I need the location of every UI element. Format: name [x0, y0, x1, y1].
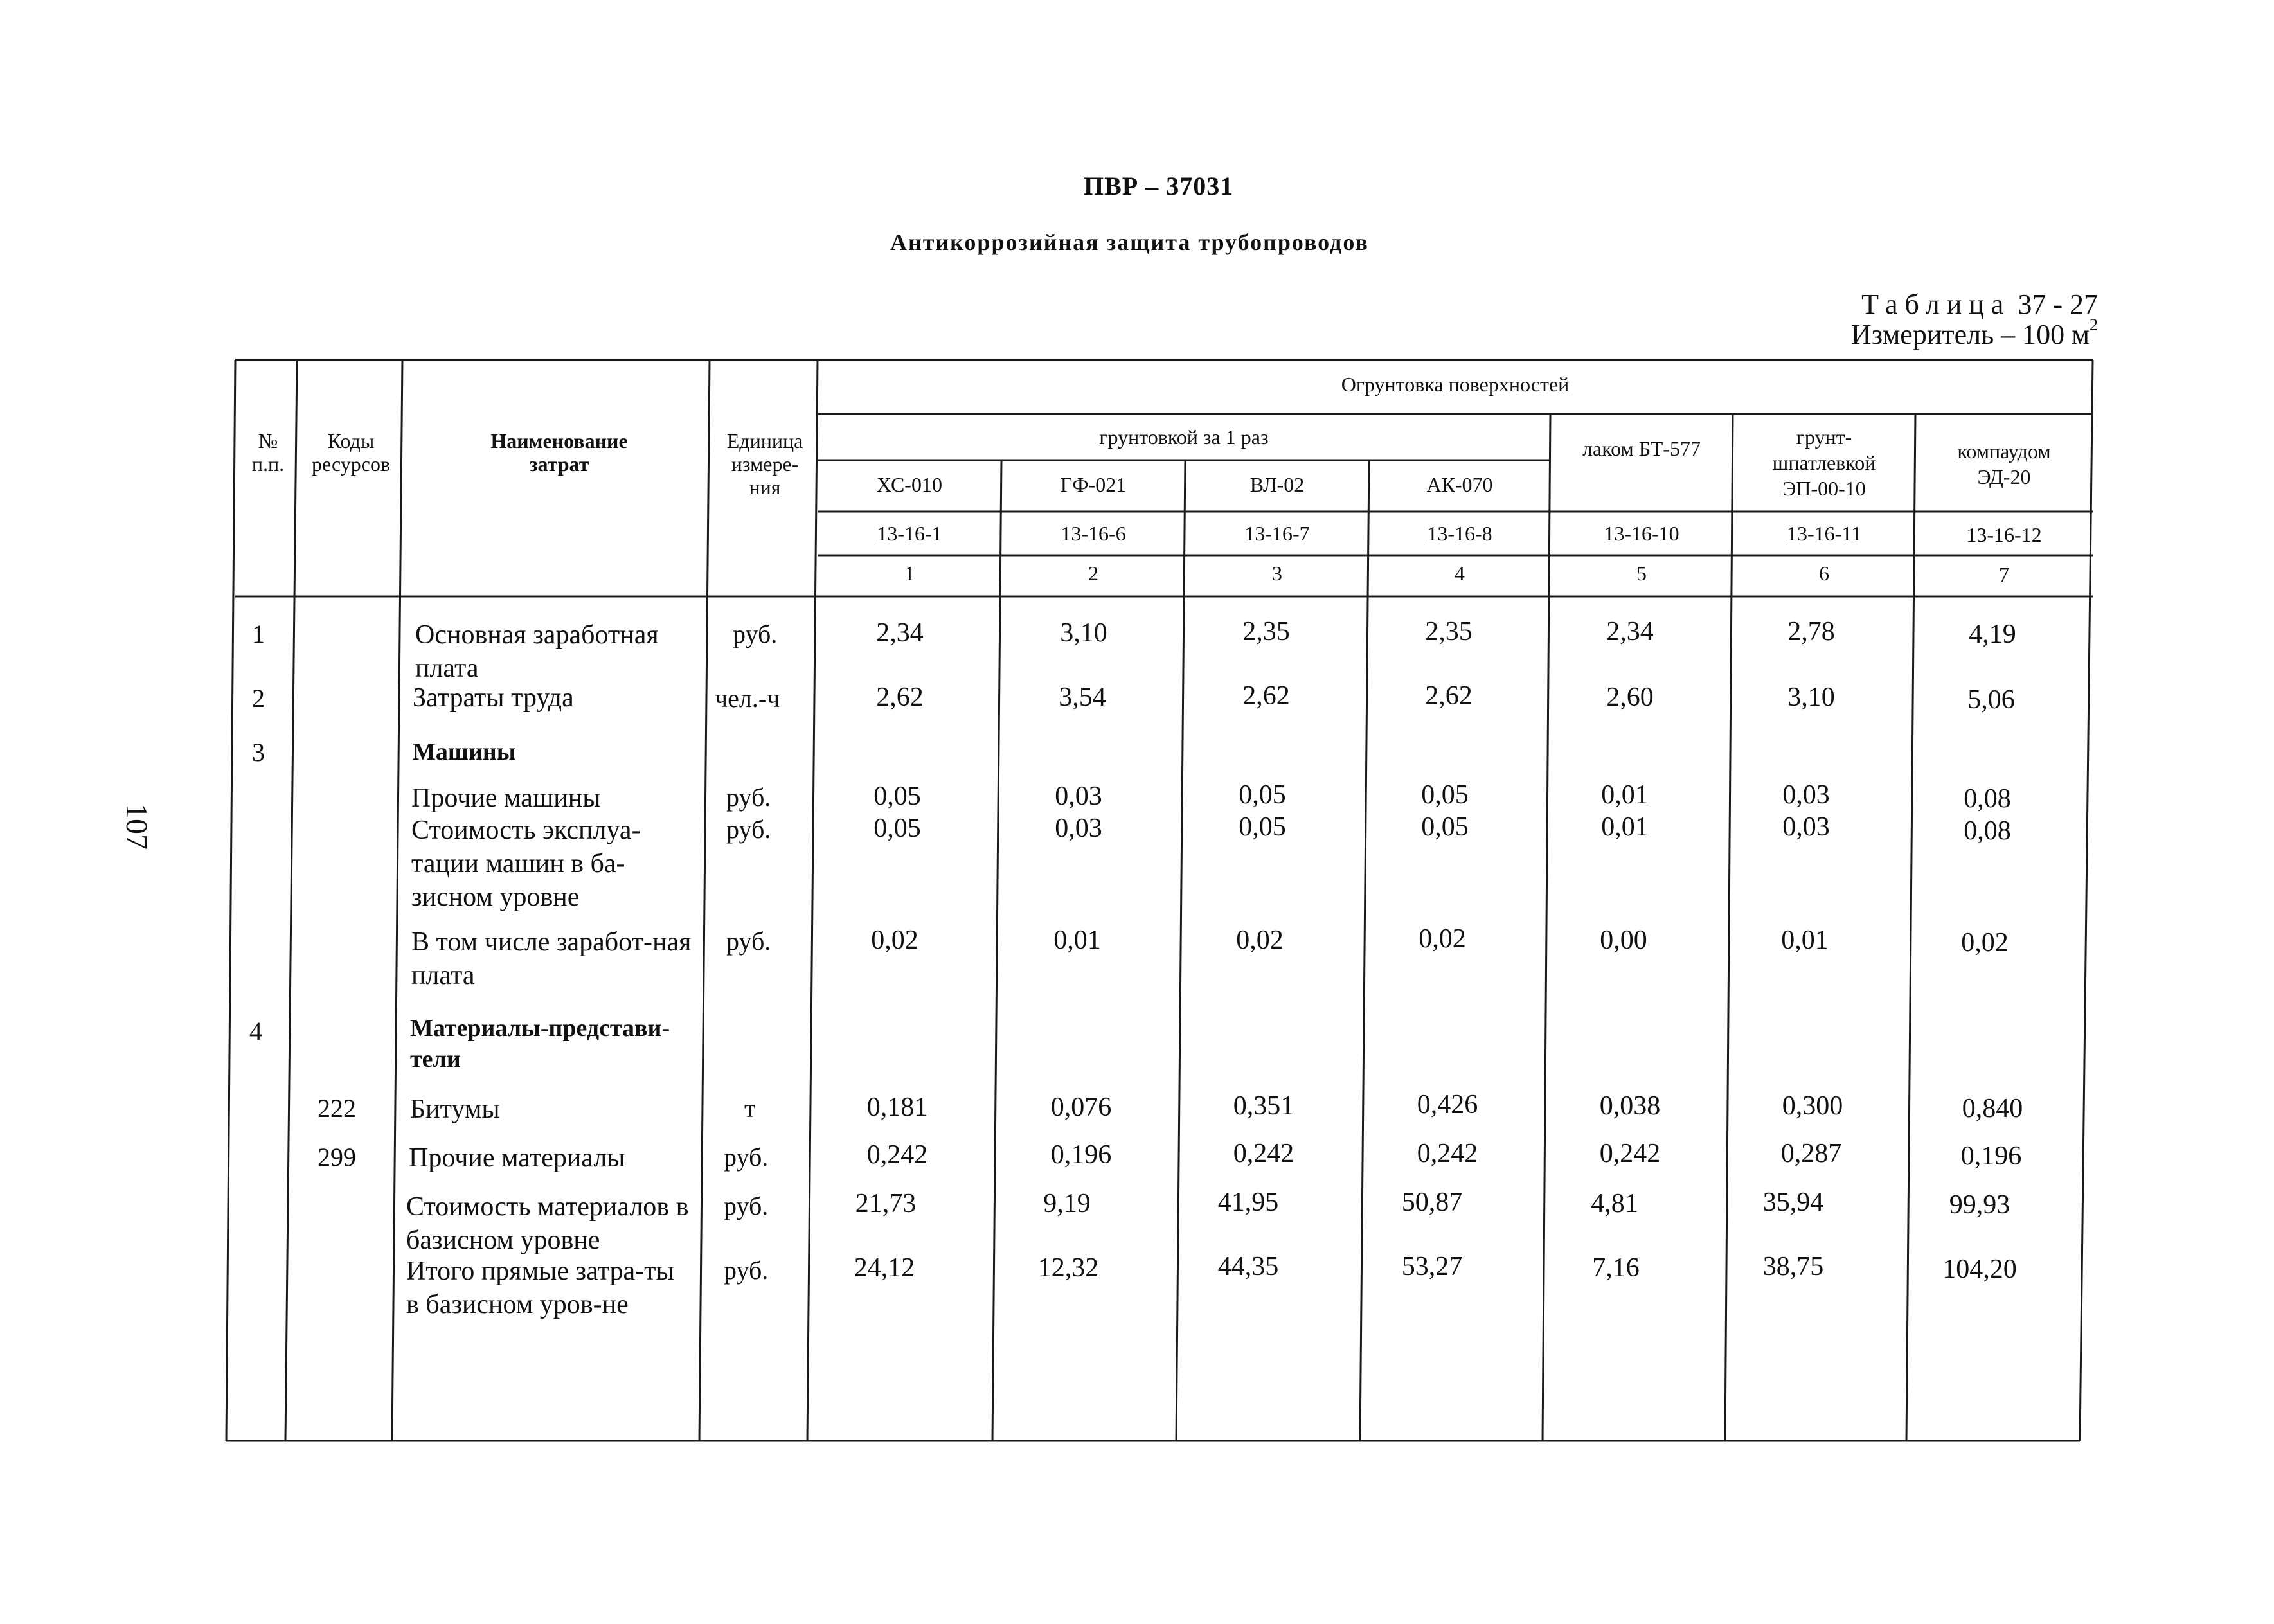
row-4-name: Прочие машины	[411, 783, 601, 813]
row-5-value-7: 0,08	[1964, 816, 2011, 846]
row-11-unit: руб.	[724, 1256, 769, 1285]
row-9-value-1: 0,242	[866, 1140, 928, 1170]
row-8-name: Битумы	[410, 1094, 500, 1124]
row-4-value-7: 0,08	[1964, 784, 2011, 814]
row-11-value-2: 12,32	[1037, 1253, 1099, 1283]
row-9-value-2: 0,196	[1050, 1140, 1112, 1170]
header-sub-col-1: ХС-010	[877, 473, 942, 496]
row-6-unit: руб.	[726, 927, 771, 956]
table-number-value: 37 - 27	[2018, 289, 2098, 320]
header-col-number-6: 6	[1819, 562, 1829, 585]
row-2-value-7: 5,06	[1967, 685, 2015, 715]
row-10-value-7: 99,93	[1949, 1190, 2010, 1220]
header-group-lacquer: лаком БТ-577	[1582, 437, 1701, 460]
row-10-value-6: 35,94	[1762, 1188, 1824, 1217]
row-1-no: 1	[252, 620, 265, 648]
row-6-value-1: 0,02	[871, 925, 918, 955]
header-group-putty: грунт- шпатлевкой ЭП-00-10	[1772, 425, 1876, 500]
row-7-name: Материалы-представи-тели	[410, 1015, 670, 1073]
header-col-number-3: 3	[1272, 562, 1282, 585]
row-5-value-5: 0,01	[1601, 812, 1649, 842]
page-number: 107	[120, 803, 154, 850]
row-6-name: В том числе заработ-ная плата	[411, 927, 692, 990]
row-6-value-2: 0,01	[1053, 925, 1101, 955]
document-title: Антикоррозийная защита трубопроводов	[890, 229, 1369, 255]
row-1-value-3: 2,35	[1242, 617, 1290, 647]
row-1-value-1: 2,34	[876, 618, 924, 648]
header-group-primer: грунтовкой за 1 раз	[1099, 425, 1269, 449]
header-code-5: 13-16-10	[1604, 522, 1679, 545]
row-8-value-2: 0,076	[1050, 1093, 1112, 1122]
row-6-value-3: 0,02	[1236, 925, 1284, 955]
header-col-no: № п.п.	[251, 429, 285, 476]
header-code-1: 13-16-1	[877, 522, 942, 545]
row-4-value-1: 0,05	[873, 781, 921, 811]
row-9-value-3: 0,242	[1233, 1139, 1294, 1168]
row-2-value-5: 2,60	[1606, 683, 1654, 712]
row-10-value-4: 50,87	[1401, 1188, 1463, 1217]
row-8-value-3: 0,351	[1233, 1091, 1294, 1121]
row-6-value-6: 0,01	[1781, 925, 1829, 955]
row-5-value-4: 0,05	[1421, 812, 1469, 842]
row-8-value-7: 0,840	[1962, 1094, 2023, 1123]
row-6-value-4: 0,02	[1419, 924, 1466, 954]
row-8-value-1: 0,181	[866, 1093, 928, 1122]
header-col-codes: Коды ресурсов	[311, 429, 391, 476]
header-col-number-5: 5	[1636, 562, 1647, 585]
row-10-value-1: 21,73	[855, 1189, 917, 1218]
row-1-value-6: 2,78	[1787, 617, 1835, 647]
row-4-value-4: 0,05	[1421, 780, 1469, 810]
row-5-unit: руб.	[726, 815, 771, 844]
header-col-number-4: 4	[1455, 562, 1465, 585]
row-8-unit: т	[744, 1094, 756, 1123]
row-11-name: Итого прямые затра-ты в базисном уров-не	[406, 1256, 674, 1319]
row-2-value-3: 2,62	[1242, 681, 1290, 711]
row-9-value-5: 0,242	[1599, 1139, 1661, 1168]
row-11-value-1: 24,12	[854, 1253, 915, 1283]
row-1-name: Основная заработная плата	[415, 620, 659, 683]
header-code-3: 13-16-7	[1244, 522, 1310, 545]
row-6-value-5: 0,00	[1600, 925, 1647, 955]
row-8-code: 222	[318, 1094, 356, 1123]
row-10-unit: руб.	[724, 1191, 769, 1220]
header-col-unit: Единица измере- ния	[726, 429, 803, 499]
row-11-value-3: 44,35	[1217, 1252, 1279, 1281]
row-5-value-3: 0,05	[1239, 812, 1286, 842]
header-code-4: 13-16-8	[1427, 522, 1492, 545]
row-10-name: Стоимость материалов в базисном уровне	[406, 1192, 689, 1255]
row-5-value-1: 0,05	[873, 814, 921, 843]
table-label: Таблица	[1861, 289, 2011, 320]
row-2-value-4: 2,62	[1425, 681, 1473, 711]
row-8-value-5: 0,038	[1599, 1091, 1661, 1121]
row-6-value-7: 0,02	[1961, 928, 2009, 958]
row-1-value-7: 4,19	[1969, 620, 2016, 649]
header-group-main: Огрунтовка поверхностей	[1341, 373, 1570, 396]
row-9-name: Прочие материалы	[409, 1143, 625, 1173]
row-4-value-2: 0,03	[1055, 781, 1102, 811]
row-1-value-5: 2,34	[1606, 617, 1654, 647]
row-2-value-2: 3,54	[1059, 683, 1106, 712]
header-code-6: 13-16-11	[1786, 522, 1862, 545]
row-10-value-3: 41,95	[1217, 1188, 1279, 1217]
row-1-value-4: 2,35	[1425, 617, 1473, 647]
unit-label: Измеритель – 100 м	[1850, 319, 2090, 350]
row-1-unit: руб.	[733, 620, 778, 648]
header-col-name: Наименование затрат	[490, 429, 628, 476]
row-8-value-6: 0,300	[1782, 1091, 1843, 1121]
row-11-value-5: 7,16	[1592, 1253, 1640, 1283]
header-sub-col-4: АК-070	[1426, 473, 1493, 496]
row-5-name: Стоимость эксплуа-тации машин в ба-зисном уровне	[411, 816, 641, 912]
header-code-2: 13-16-6	[1061, 522, 1126, 545]
header-group-compound: компаудом ЭД-20	[1957, 440, 2051, 488]
row-2-no: 2	[252, 684, 265, 713]
header-sub-col-2: ГФ-021	[1060, 473, 1127, 496]
row-7-no: 4	[249, 1017, 262, 1046]
row-9-value-4: 0,242	[1417, 1139, 1478, 1168]
row-4-unit: руб.	[726, 783, 771, 812]
row-9-code: 299	[318, 1143, 356, 1172]
row-4-value-3: 0,05	[1239, 780, 1286, 810]
header-sub-col-3: ВЛ-02	[1249, 473, 1305, 496]
row-2-value-1: 2,62	[876, 683, 924, 712]
row-5-value-6: 0,03	[1782, 812, 1830, 842]
row-2-unit: чел.-ч	[715, 684, 780, 713]
row-10-value-2: 9,19	[1043, 1189, 1091, 1218]
row-9-value-7: 0,196	[1960, 1141, 2022, 1171]
row-3-name: Машины	[413, 738, 516, 765]
row-4-value-5: 0,01	[1601, 780, 1649, 810]
header-col-number-1: 1	[904, 562, 915, 585]
row-2-name: Затраты труда	[413, 683, 574, 713]
header-code-7: 13-16-12	[1966, 523, 2042, 546]
row-10-value-5: 4,81	[1591, 1189, 1638, 1218]
row-11-value-7: 104,20	[1942, 1254, 2017, 1284]
row-5-value-2: 0,03	[1055, 814, 1102, 843]
document-code: ПВР – 37031	[1084, 172, 1234, 201]
row-1-value-2: 3,10	[1060, 618, 1107, 648]
row-9-value-6: 0,287	[1780, 1139, 1842, 1168]
header-col-number-2: 2	[1088, 562, 1098, 585]
row-3-no: 3	[252, 738, 265, 767]
row-8-value-4: 0,426	[1417, 1090, 1478, 1120]
header-col-number-7: 7	[1999, 563, 2009, 586]
row-9-unit: руб.	[724, 1143, 769, 1172]
row-4-value-6: 0,03	[1782, 780, 1830, 810]
row-11-value-6: 38,75	[1762, 1252, 1824, 1281]
unit-superscript: 2	[2090, 316, 2098, 334]
row-11-value-4: 53,27	[1401, 1252, 1463, 1281]
row-2-value-6: 3,10	[1787, 683, 1835, 712]
